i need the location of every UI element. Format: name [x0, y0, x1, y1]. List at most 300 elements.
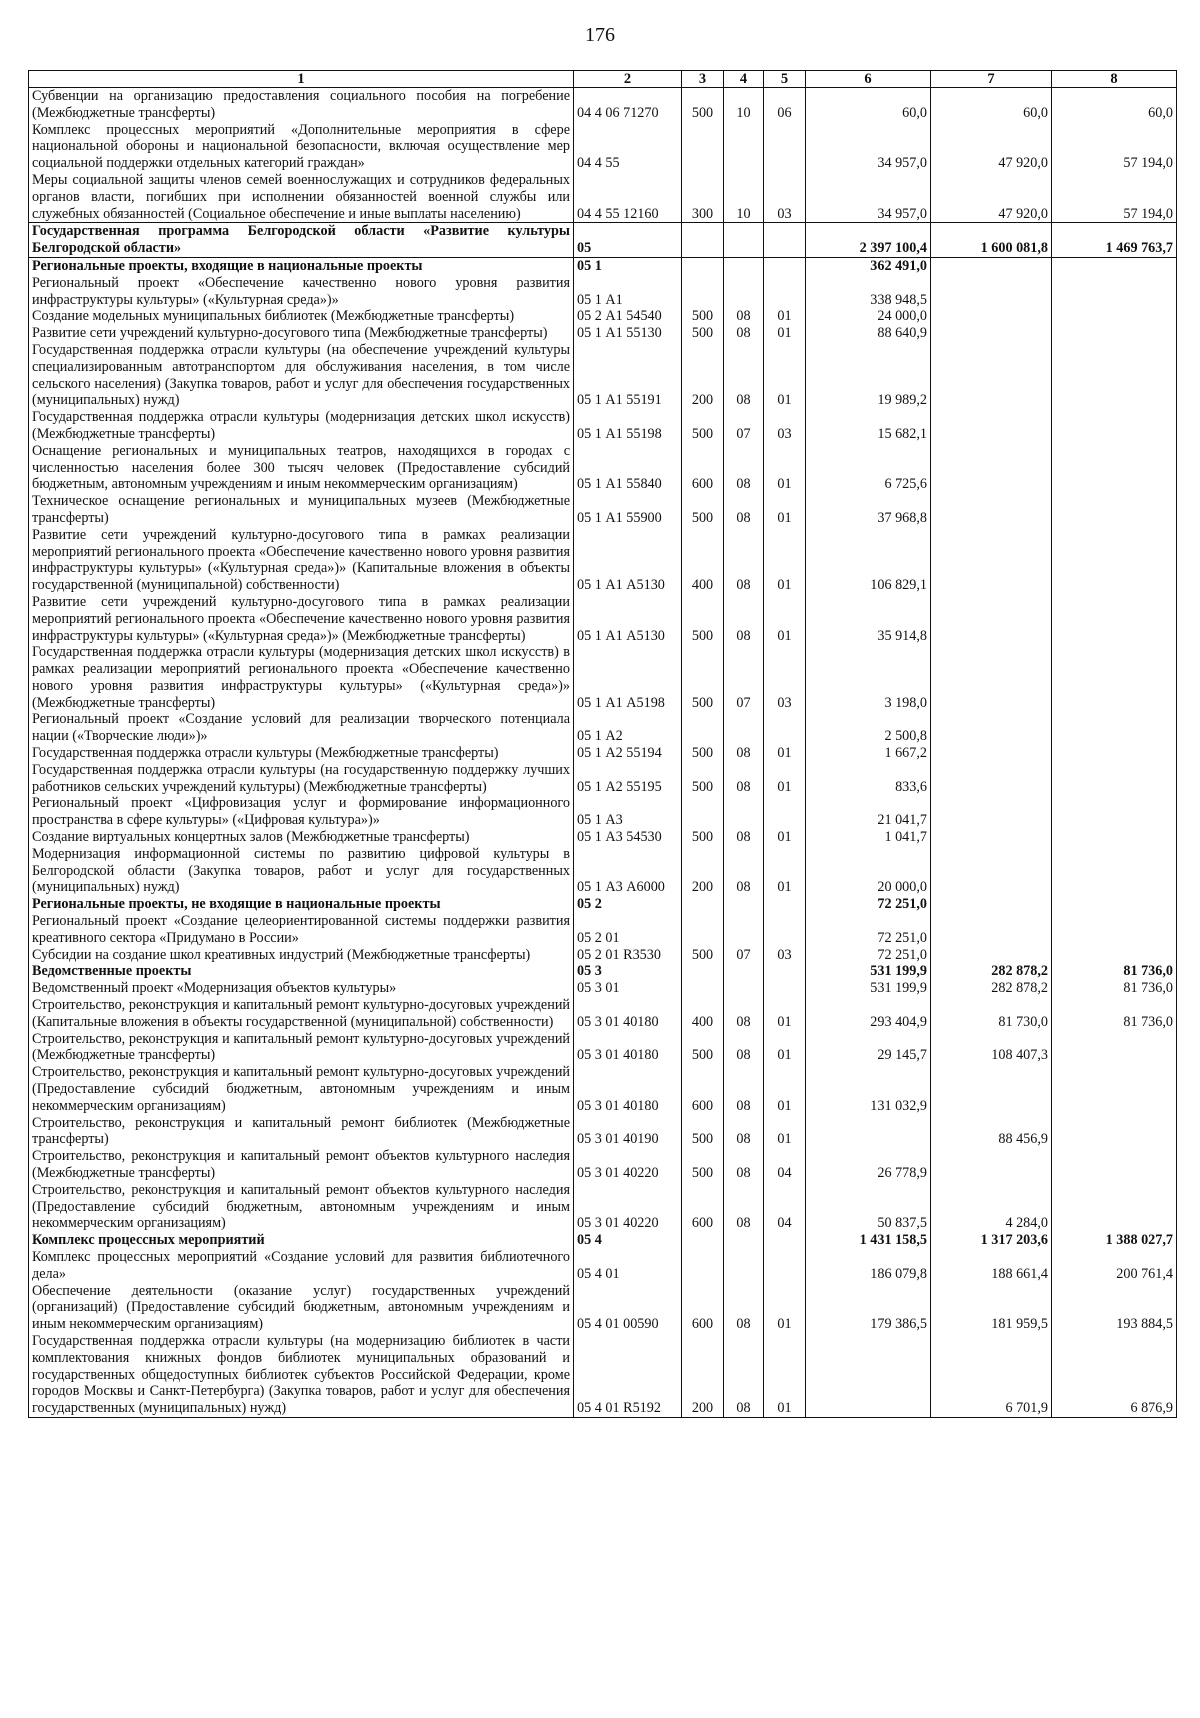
column-header: 3	[682, 71, 724, 88]
table-row	[29, 1182, 1177, 1232]
table-row	[29, 980, 1177, 997]
row-subsection-cell: 01	[764, 308, 806, 325]
row-code-cell: 05 1 А1 А5130	[574, 527, 682, 594]
row-expense-type-cell: 500	[682, 308, 724, 325]
row-amount-col7-cell: 6 701,9	[931, 1333, 1052, 1417]
table-row	[29, 1115, 1177, 1149]
row-amount-col8-cell	[1052, 443, 1177, 493]
table-row	[29, 896, 1177, 913]
row-name-cell: Строительство, реконструкция и капитальный ремонт объектов культурного наследия (Предоставление субсидий бюджетным, автономным учреждениям и иным некоммерческим организациям)	[29, 1182, 574, 1232]
row-name-cell: Региональный проект «Создание условий для реализации творческого потенциала нации («Творческие люди»)»	[29, 711, 574, 745]
row-amount-col6-cell: 1 431 158,5	[806, 1232, 931, 1249]
row-amount-col7-cell: 282 878,2	[931, 963, 1052, 980]
row-amount-col7-cell	[931, 325, 1052, 342]
row-expense-type-cell: 300	[682, 172, 724, 223]
row-name-cell: Региональные проекты, входящие в национальные проекты	[29, 257, 574, 274]
row-expense-type-cell: 500	[682, 1031, 724, 1065]
column-header: 2	[574, 71, 682, 88]
row-amount-col8-cell: 1 388 027,7	[1052, 1232, 1177, 1249]
row-amount-col6-cell: 179 386,5	[806, 1283, 931, 1333]
row-amount-col8-cell	[1052, 594, 1177, 644]
row-code-cell: 04 4 55	[574, 122, 682, 172]
row-amount-col8-cell	[1052, 762, 1177, 796]
row-amount-col6-cell: 338 948,5	[806, 275, 931, 309]
row-name-cell: Государственная поддержка отрасли культуры (Межбюджетные трансферты)	[29, 745, 574, 762]
row-code-cell: 05 1 А1 55191	[574, 342, 682, 409]
row-amount-col8-cell: 1 469 763,7	[1052, 223, 1177, 258]
row-amount-col7-cell: 1 600 081,8	[931, 223, 1052, 258]
row-subsection-cell	[764, 122, 806, 172]
row-section-cell: 08	[724, 762, 764, 796]
row-expense-type-cell: 500	[682, 1148, 724, 1182]
row-amount-col7-cell: 47 920,0	[931, 122, 1052, 172]
row-name-cell: Ведомственные проекты	[29, 963, 574, 980]
row-amount-col7-cell	[931, 896, 1052, 913]
row-name-cell: Строительство, реконструкция и капитальный ремонт объектов культурного наследия (Межбюджетные трансферты)	[29, 1148, 574, 1182]
row-name-cell: Строительство, реконструкция и капитальный ремонт культурно-досуговых учреждений (Межбюджетные трансферты)	[29, 1031, 574, 1065]
row-code-cell: 05 3 01 40180	[574, 1031, 682, 1065]
row-expense-type-cell: 500	[682, 762, 724, 796]
row-subsection-cell	[764, 275, 806, 309]
row-expense-type-cell: 600	[682, 443, 724, 493]
row-code-cell: 05 1 А1 55198	[574, 409, 682, 443]
row-amount-col8-cell	[1052, 527, 1177, 594]
row-section-cell	[724, 980, 764, 997]
row-section-cell	[724, 223, 764, 258]
row-subsection-cell: 03	[764, 409, 806, 443]
table-row	[29, 963, 1177, 980]
table-row	[29, 342, 1177, 409]
row-section-cell: 08	[724, 745, 764, 762]
row-code-cell: 05 3 01 40220	[574, 1148, 682, 1182]
column-header: 8	[1052, 71, 1177, 88]
row-amount-col7-cell	[931, 409, 1052, 443]
row-expense-type-cell	[682, 223, 724, 258]
row-code-cell: 05 3 01 40220	[574, 1182, 682, 1232]
row-name-cell: Строительство, реконструкция и капитальный ремонт культурно-досуговых учреждений (Предоставление субсидий бюджетным, автономным учреждениям и иным некоммерческим организациям)	[29, 1064, 574, 1114]
row-amount-col8-cell	[1052, 846, 1177, 896]
row-code-cell: 05	[574, 223, 682, 258]
row-amount-col8-cell: 193 884,5	[1052, 1283, 1177, 1333]
row-name-cell: Субсидии на создание школ креативных индустрий (Межбюджетные трансферты)	[29, 947, 574, 964]
row-amount-col6-cell: 2 397 100,4	[806, 223, 931, 258]
row-subsection-cell: 01	[764, 829, 806, 846]
row-subsection-cell: 04	[764, 1148, 806, 1182]
table-row	[29, 1232, 1177, 1249]
row-section-cell	[724, 275, 764, 309]
row-amount-col6-cell: 35 914,8	[806, 594, 931, 644]
row-name-cell: Комплекс процессных мероприятий «Создание условий для развития библиотечного дела»	[29, 1249, 574, 1283]
row-expense-type-cell: 200	[682, 342, 724, 409]
row-code-cell: 05 4 01	[574, 1249, 682, 1283]
row-expense-type-cell	[682, 275, 724, 309]
row-amount-col6-cell: 1 041,7	[806, 829, 931, 846]
row-expense-type-cell	[682, 963, 724, 980]
row-name-cell: Государственная поддержка отрасли культуры (на государственную поддержку лучших работников сельских учреждений культуры) (Межбюджетные трансферты)	[29, 762, 574, 796]
row-amount-col8-cell	[1052, 1115, 1177, 1149]
row-amount-col7-cell	[931, 913, 1052, 947]
row-subsection-cell: 01	[764, 745, 806, 762]
row-amount-col8-cell	[1052, 896, 1177, 913]
row-section-cell: 10	[724, 172, 764, 223]
row-amount-col6-cell: 106 829,1	[806, 527, 931, 594]
row-amount-col8-cell	[1052, 829, 1177, 846]
row-amount-col8-cell: 81 736,0	[1052, 980, 1177, 997]
row-amount-col6-cell: 26 778,9	[806, 1148, 931, 1182]
row-expense-type-cell: 500	[682, 644, 724, 711]
row-amount-col7-cell: 181 959,5	[931, 1283, 1052, 1333]
row-amount-col6-cell: 88 640,9	[806, 325, 931, 342]
row-section-cell: 08	[724, 342, 764, 409]
row-section-cell: 08	[724, 1031, 764, 1065]
row-amount-col8-cell	[1052, 493, 1177, 527]
row-expense-type-cell	[682, 122, 724, 172]
row-amount-col8-cell	[1052, 308, 1177, 325]
row-name-cell: Развитие сети учреждений культурно-досугового типа в рамках реализации мероприятий регионального проекта «Обеспечение качественно нового уровня развития инфраструктуры культуры» («Культурная среда»)» (Капитальные вложения в объекты государственной (муниципальной) собственности)	[29, 527, 574, 594]
table-row	[29, 1249, 1177, 1283]
row-amount-col8-cell: 200 761,4	[1052, 1249, 1177, 1283]
row-amount-col6-cell: 1 667,2	[806, 745, 931, 762]
row-expense-type-cell: 600	[682, 1283, 724, 1333]
row-amount-col7-cell: 4 284,0	[931, 1182, 1052, 1232]
row-amount-col8-cell	[1052, 1031, 1177, 1065]
row-amount-col6-cell: 186 079,8	[806, 1249, 931, 1283]
row-amount-col7-cell	[931, 342, 1052, 409]
row-code-cell: 05 2 01 R3530	[574, 947, 682, 964]
row-amount-col7-cell	[931, 829, 1052, 846]
row-name-cell: Создание модельных муниципальных библиотек (Межбюджетные трансферты)	[29, 308, 574, 325]
table-row	[29, 1283, 1177, 1333]
row-amount-col8-cell	[1052, 1148, 1177, 1182]
row-amount-col8-cell: 57 194,0	[1052, 122, 1177, 172]
row-amount-col7-cell	[931, 257, 1052, 274]
row-amount-col8-cell	[1052, 745, 1177, 762]
row-subsection-cell: 01	[764, 342, 806, 409]
row-amount-col6-cell: 37 968,8	[806, 493, 931, 527]
row-code-cell: 05 2 А1 54540	[574, 308, 682, 325]
row-subsection-cell: 01	[764, 1115, 806, 1149]
row-amount-col6-cell: 362 491,0	[806, 257, 931, 274]
row-name-cell: Развитие сети учреждений культурно-досугового типа (Межбюджетные трансферты)	[29, 325, 574, 342]
row-subsection-cell: 01	[764, 762, 806, 796]
row-expense-type-cell	[682, 980, 724, 997]
row-amount-col7-cell	[931, 795, 1052, 829]
table-row	[29, 122, 1177, 172]
column-header: 7	[931, 71, 1052, 88]
row-subsection-cell	[764, 1232, 806, 1249]
row-amount-col7-cell	[931, 594, 1052, 644]
row-expense-type-cell	[682, 896, 724, 913]
table-row	[29, 88, 1177, 122]
row-amount-col7-cell	[931, 493, 1052, 527]
row-expense-type-cell	[682, 913, 724, 947]
row-amount-col6-cell: 60,0	[806, 88, 931, 122]
row-amount-col7-cell: 60,0	[931, 88, 1052, 122]
table-row	[29, 594, 1177, 644]
table-body	[29, 88, 1177, 1418]
row-subsection-cell	[764, 896, 806, 913]
page-number: 176	[585, 24, 615, 46]
row-name-cell: Региональные проекты, не входящие в национальные проекты	[29, 896, 574, 913]
table-row	[29, 409, 1177, 443]
row-subsection-cell: 01	[764, 527, 806, 594]
row-code-cell: 05 1 А1 А5130	[574, 594, 682, 644]
row-section-cell: 08	[724, 527, 764, 594]
row-amount-col8-cell	[1052, 409, 1177, 443]
row-amount-col7-cell	[931, 1064, 1052, 1114]
row-subsection-cell: 01	[764, 325, 806, 342]
row-code-cell: 05 1 А2	[574, 711, 682, 745]
header-row	[29, 71, 1177, 88]
row-amount-col7-cell	[931, 527, 1052, 594]
row-code-cell: 05 3	[574, 963, 682, 980]
row-code-cell: 04 4 55 12160	[574, 172, 682, 223]
row-expense-type-cell: 500	[682, 1115, 724, 1149]
row-amount-col6-cell: 50 837,5	[806, 1182, 931, 1232]
row-name-cell: Комплекс процессных мероприятий	[29, 1232, 574, 1249]
column-header: 5	[764, 71, 806, 88]
table-row	[29, 1031, 1177, 1065]
row-section-cell: 08	[724, 1333, 764, 1417]
row-name-cell: Субвенции на организацию предоставления социального пособия на погребение (Межбюджетные трансферты)	[29, 88, 574, 122]
row-amount-col8-cell	[1052, 947, 1177, 964]
row-amount-col7-cell: 81 730,0	[931, 997, 1052, 1031]
row-name-cell: Комплекс процессных мероприятий «Дополнительные мероприятия в сфере национальной обороны и национальной безопасности, включая осуществление мер социальной поддержки отдельных категорий граждан»	[29, 122, 574, 172]
row-section-cell	[724, 795, 764, 829]
table-row	[29, 829, 1177, 846]
row-subsection-cell	[764, 980, 806, 997]
row-subsection-cell: 01	[764, 1064, 806, 1114]
row-subsection-cell	[764, 913, 806, 947]
row-expense-type-cell	[682, 795, 724, 829]
row-amount-col6-cell: 6 725,6	[806, 443, 931, 493]
row-code-cell: 05 2 01	[574, 913, 682, 947]
row-expense-type-cell: 400	[682, 527, 724, 594]
row-subsection-cell: 03	[764, 947, 806, 964]
row-subsection-cell: 01	[764, 997, 806, 1031]
row-subsection-cell	[764, 1249, 806, 1283]
row-section-cell: 08	[724, 1182, 764, 1232]
row-subsection-cell: 03	[764, 172, 806, 223]
table-row	[29, 644, 1177, 711]
row-amount-col6-cell: 531 199,9	[806, 980, 931, 997]
row-name-cell: Государственная поддержка отрасли культуры (модернизация детских школ искусств) (Межбюджетные трансферты)	[29, 409, 574, 443]
row-amount-col6-cell: 20 000,0	[806, 846, 931, 896]
row-section-cell	[724, 257, 764, 274]
row-amount-col8-cell	[1052, 711, 1177, 745]
budget-table	[28, 70, 1177, 1418]
row-subsection-cell	[764, 257, 806, 274]
row-expense-type-cell	[682, 1232, 724, 1249]
row-amount-col8-cell	[1052, 275, 1177, 309]
row-code-cell: 05 3 01 40180	[574, 997, 682, 1031]
row-code-cell: 05 3 01 40180	[574, 1064, 682, 1114]
row-amount-col6-cell: 2 500,8	[806, 711, 931, 745]
row-code-cell: 05 1 А3 54530	[574, 829, 682, 846]
row-section-cell: 08	[724, 1148, 764, 1182]
row-amount-col8-cell	[1052, 795, 1177, 829]
row-expense-type-cell: 200	[682, 846, 724, 896]
row-section-cell: 07	[724, 947, 764, 964]
row-expense-type-cell: 600	[682, 1064, 724, 1114]
row-code-cell: 05 1 А1 55900	[574, 493, 682, 527]
row-code-cell: 05 1	[574, 257, 682, 274]
row-subsection-cell: 01	[764, 846, 806, 896]
row-section-cell	[724, 896, 764, 913]
row-amount-col8-cell: 81 736,0	[1052, 997, 1177, 1031]
row-section-cell: 07	[724, 409, 764, 443]
row-name-cell: Техническое оснащение региональных и муниципальных музеев (Межбюджетные трансферты)	[29, 493, 574, 527]
row-amount-col6-cell	[806, 1333, 931, 1417]
row-amount-col7-cell	[931, 308, 1052, 325]
row-code-cell: 05 4	[574, 1232, 682, 1249]
row-code-cell: 05 3 01	[574, 980, 682, 997]
table-row	[29, 275, 1177, 309]
row-amount-col6-cell: 15 682,1	[806, 409, 931, 443]
row-subsection-cell	[764, 711, 806, 745]
row-name-cell: Создание виртуальных концертных залов (Межбюджетные трансферты)	[29, 829, 574, 846]
row-section-cell: 08	[724, 325, 764, 342]
row-section-cell: 10	[724, 88, 764, 122]
row-code-cell: 05 1 А3	[574, 795, 682, 829]
row-name-cell: Государственная программа Белгородской области «Развитие культуры Белгородской области»	[29, 223, 574, 258]
row-amount-col6-cell: 29 145,7	[806, 1031, 931, 1065]
row-code-cell: 05 2	[574, 896, 682, 913]
row-amount-col6-cell: 34 957,0	[806, 122, 931, 172]
row-subsection-cell	[764, 223, 806, 258]
row-amount-col6-cell: 34 957,0	[806, 172, 931, 223]
row-expense-type-cell: 500	[682, 947, 724, 964]
row-expense-type-cell: 500	[682, 829, 724, 846]
row-subsection-cell: 04	[764, 1182, 806, 1232]
row-subsection-cell: 01	[764, 1283, 806, 1333]
row-amount-col7-cell: 188 661,4	[931, 1249, 1052, 1283]
row-code-cell: 05 1 А3 А6000	[574, 846, 682, 896]
row-amount-col8-cell	[1052, 1064, 1177, 1114]
row-name-cell: Оснащение региональных и муниципальных театров, находящихся в городах с численностью населения более 300 тысяч человек (Предоставление субсидий бюджетным, автономным учреждениям и иным некоммерческим организациям)	[29, 443, 574, 493]
row-amount-col6-cell: 531 199,9	[806, 963, 931, 980]
row-code-cell: 05 1 А1 55130	[574, 325, 682, 342]
row-amount-col8-cell: 60,0	[1052, 88, 1177, 122]
row-expense-type-cell: 500	[682, 594, 724, 644]
row-amount-col7-cell	[931, 644, 1052, 711]
row-section-cell: 08	[724, 594, 764, 644]
table-row	[29, 527, 1177, 594]
row-expense-type-cell: 400	[682, 997, 724, 1031]
row-name-cell: Региональный проект «Обеспечение качественно нового уровня развития инфраструктуры культуры» («Культурная среда»)»	[29, 275, 574, 309]
table-row	[29, 325, 1177, 342]
row-amount-col7-cell: 47 920,0	[931, 172, 1052, 223]
table-row	[29, 1064, 1177, 1114]
row-section-cell: 08	[724, 308, 764, 325]
row-subsection-cell: 06	[764, 88, 806, 122]
row-code-cell: 04 4 06 71270	[574, 88, 682, 122]
row-amount-col7-cell	[931, 762, 1052, 796]
row-subsection-cell: 01	[764, 594, 806, 644]
table-row	[29, 997, 1177, 1031]
row-amount-col7-cell	[931, 711, 1052, 745]
row-amount-col8-cell: 81 736,0	[1052, 963, 1177, 980]
table-row	[29, 257, 1177, 274]
row-name-cell: Развитие сети учреждений культурно-досугового типа в рамках реализации мероприятий регионального проекта «Обеспечение качественно нового уровня развития инфраструктуры культуры» («Культурная среда»)» (Межбюджетные трансферты)	[29, 594, 574, 644]
column-header: 1	[29, 71, 574, 88]
row-code-cell: 05 3 01 40190	[574, 1115, 682, 1149]
column-header: 4	[724, 71, 764, 88]
row-expense-type-cell	[682, 711, 724, 745]
row-code-cell: 05 4 01 R5192	[574, 1333, 682, 1417]
table-row	[29, 308, 1177, 325]
row-subsection-cell: 01	[764, 493, 806, 527]
table-row	[29, 493, 1177, 527]
row-name-cell: Региональный проект «Цифровизация услуг и формирование информационного пространства в сфере культуры» («Цифровая культура»)»	[29, 795, 574, 829]
row-amount-col7-cell	[931, 846, 1052, 896]
row-amount-col8-cell	[1052, 644, 1177, 711]
table-row	[29, 846, 1177, 896]
table-row	[29, 745, 1177, 762]
row-amount-col6-cell: 24 000,0	[806, 308, 931, 325]
row-name-cell: Меры социальной защиты членов семей военнослужащих и сотрудников федеральных органов власти, погибших при исполнении обязанностей военной службы или служебных обязанностей (Социальное обеспечение и иные выплаты населению)	[29, 172, 574, 223]
row-section-cell: 08	[724, 1283, 764, 1333]
row-amount-col7-cell: 88 456,9	[931, 1115, 1052, 1149]
row-amount-col6-cell: 21 041,7	[806, 795, 931, 829]
row-amount-col6-cell: 131 032,9	[806, 1064, 931, 1114]
row-section-cell	[724, 711, 764, 745]
row-section-cell	[724, 122, 764, 172]
row-code-cell: 05 4 01 00590	[574, 1283, 682, 1333]
row-section-cell	[724, 913, 764, 947]
table-row	[29, 443, 1177, 493]
row-amount-col6-cell: 293 404,9	[806, 997, 931, 1031]
row-code-cell: 05 1 А2 55194	[574, 745, 682, 762]
row-amount-col6-cell: 72 251,0	[806, 947, 931, 964]
row-name-cell: Государственная поддержка отрасли культуры (на обеспечение учреждений культуры специализированным автотранспортом для обслуживания населения, в том числе сельского населения) (Закупка товаров, работ и услуг для обеспечения государственных (муниципальных) нужд)	[29, 342, 574, 409]
row-amount-col7-cell	[931, 745, 1052, 762]
row-subsection-cell	[764, 963, 806, 980]
row-amount-col7-cell: 282 878,2	[931, 980, 1052, 997]
row-code-cell: 05 1 А1	[574, 275, 682, 309]
row-expense-type-cell: 500	[682, 325, 724, 342]
row-code-cell: 05 1 А1 А5198	[574, 644, 682, 711]
row-amount-col8-cell: 6 876,9	[1052, 1333, 1177, 1417]
table-row	[29, 913, 1177, 947]
row-amount-col8-cell	[1052, 342, 1177, 409]
row-expense-type-cell: 500	[682, 745, 724, 762]
row-subsection-cell: 03	[764, 644, 806, 711]
row-section-cell: 07	[724, 644, 764, 711]
row-expense-type-cell: 200	[682, 1333, 724, 1417]
row-subsection-cell: 01	[764, 443, 806, 493]
row-amount-col7-cell	[931, 947, 1052, 964]
table-row	[29, 947, 1177, 964]
row-name-cell: Обеспечение деятельности (оказание услуг) государственных учреждений (организаций) (Предоставление субсидий бюджетным, автономным учреждениям и иным некоммерческим организациям)	[29, 1283, 574, 1333]
row-expense-type-cell: 600	[682, 1182, 724, 1232]
row-name-cell: Модернизация информационной системы по развитию цифровой культуры в Белгородской области (Закупка товаров, работ и услуг для государственных (муниципальных) нужд)	[29, 846, 574, 896]
row-section-cell: 08	[724, 493, 764, 527]
row-section-cell: 08	[724, 443, 764, 493]
table-row	[29, 762, 1177, 796]
row-name-cell: Ведомственный проект «Модернизация объектов культуры»	[29, 980, 574, 997]
row-subsection-cell: 01	[764, 1031, 806, 1065]
row-section-cell: 08	[724, 846, 764, 896]
row-amount-col6-cell: 3 198,0	[806, 644, 931, 711]
row-expense-type-cell: 500	[682, 493, 724, 527]
row-section-cell: 08	[724, 997, 764, 1031]
table-row	[29, 223, 1177, 258]
row-amount-col8-cell	[1052, 325, 1177, 342]
column-header: 6	[806, 71, 931, 88]
row-section-cell: 08	[724, 1064, 764, 1114]
table-row	[29, 795, 1177, 829]
